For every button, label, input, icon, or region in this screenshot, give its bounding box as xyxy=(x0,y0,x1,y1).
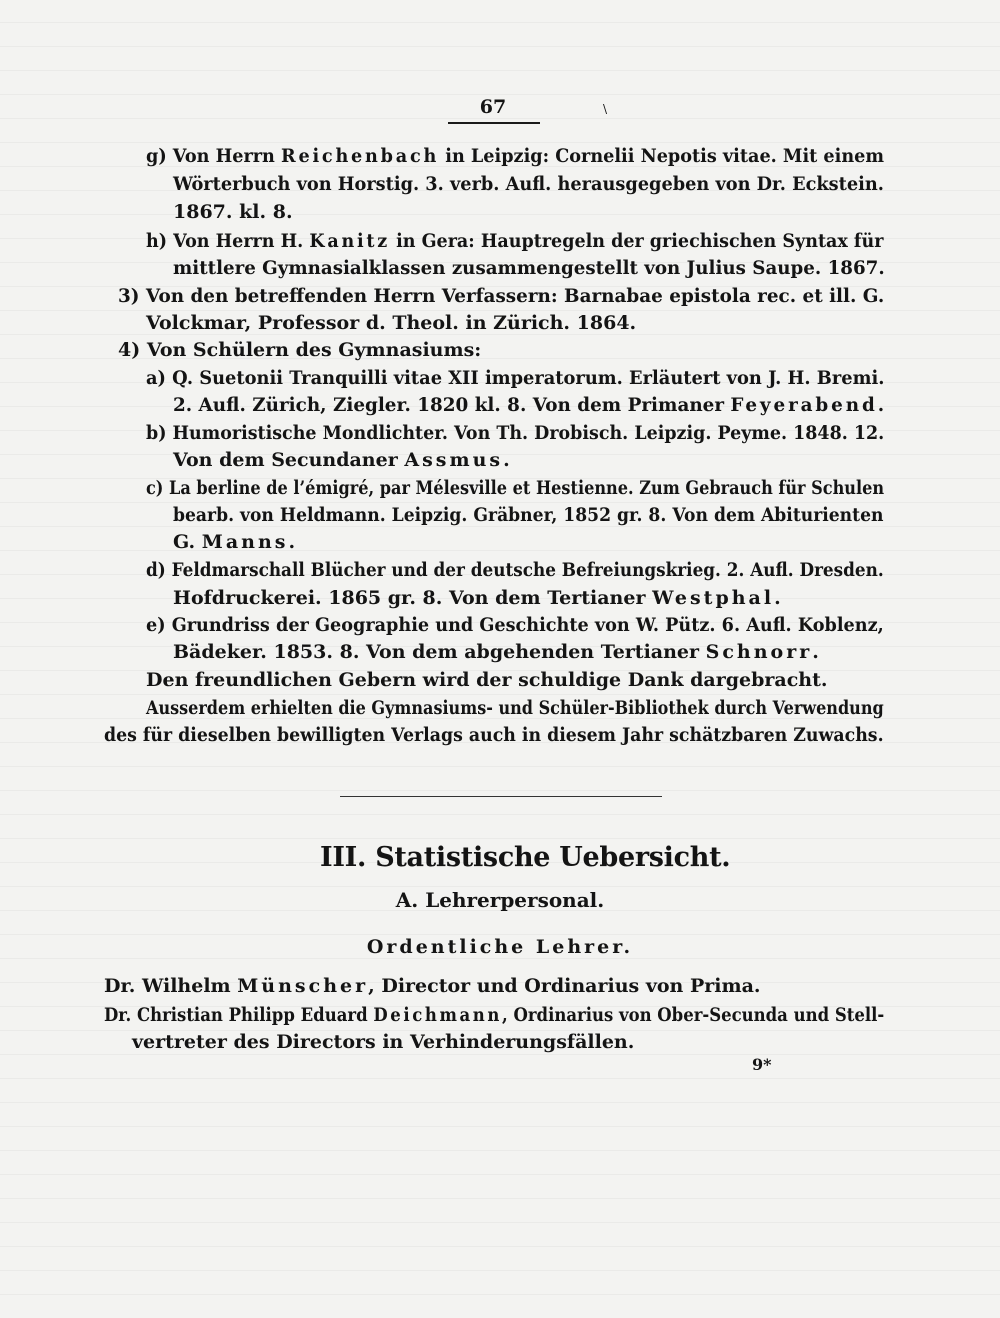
subsection-title: A. Lehrerpersonal. xyxy=(395,888,605,912)
gift-c-line3: G. Manns. xyxy=(173,531,296,553)
gift-d-line2: Hofdruckerei. 1865 gr. 8. Von dem Tertianer Westphal. xyxy=(173,587,781,609)
gift-c-line2: bearb. von Heldmann. Leipzig. Gräbner, 1852 gr. 8. Von dem Abiturienten xyxy=(173,504,884,526)
teacher-2-line2: vertreter des Directors in Verhinderungsfällen. xyxy=(132,1031,635,1053)
gift-3-line1: 3) Von den betreffenden Herrn Verfassern: Barnabae epistola rec. et ill. G. xyxy=(118,285,885,307)
gift-g-line1: g) Von Herrn Reichenbach in Leipzig: Cornelii Nepotis vitae. Mit einem xyxy=(146,145,885,167)
gift-b-line2: Von dem Secundaner Assmus. xyxy=(173,449,510,471)
gift-a-line1: a) Q. Suetonii Tranquilli vitae XII imperatorum. Erläutert von J. H. Bremi. xyxy=(146,367,885,389)
gift-g-line2: Wörterbuch von Horstig. 3. verb. Aufl. herausgegeben von Dr. Eckstein. xyxy=(173,173,884,195)
gift-c-line1: c) La berline de l’émigré, par Mélesville et Hestienne. Zum Gebrauch für Schulen xyxy=(146,477,885,499)
also-line1: Ausserdem erhielten die Gymnasiums- und Schüler-Bibliothek durch Verwendung xyxy=(146,697,884,719)
gift-a-line2: 2. Aufl. Zürich, Ziegler. 1820 kl. 8. Von dem Primaner Feyerabend. xyxy=(173,394,885,416)
gift-h-line2: mittlere Gymnasialklassen zusammengestellt von Julius Saupe. 1867. xyxy=(173,257,885,279)
gift-3-line2: Volckmar, Professor d. Theol. in Zürich. 1864. xyxy=(146,312,637,334)
gift-e-line2: Bädeker. 1853. 8. Von dem abgehenden Tertianer Schnorr. xyxy=(173,641,819,663)
teacher-1: Dr. Wilhelm Münscher, Director und Ordinarius von Prima. xyxy=(104,975,761,997)
category-heading: Ordentliche Lehrer. xyxy=(366,936,634,958)
gift-4-heading: 4) Von Schülern des Gymnasiums: xyxy=(118,339,482,361)
page-number: 67 xyxy=(479,96,507,118)
gift-e-line1: e) Grundriss der Geographie und Geschichte von W. Pütz. 6. Aufl. Koblenz, xyxy=(146,614,884,636)
teacher-2-line1: Dr. Christian Philipp Eduard Deichmann, Ordinarius von Ober-Secunda und Stell- xyxy=(104,1004,885,1026)
gift-d-line1: d) Feldmarschall Blücher und der deutsche Befreiungskrieg. 2. Aufl. Dresden. xyxy=(146,559,884,581)
also-line2: des für dieselben bewilligten Verlags auch in diesem Jahr schätzbaren Zuwachs. xyxy=(104,724,884,746)
page-number-rule xyxy=(448,122,540,124)
gift-h-line1: h) Von Herrn H. Kanitz in Gera: Hauptregeln der griechischen Syntax für xyxy=(146,230,884,252)
section-title: III. Statistische Uebersicht. xyxy=(320,842,731,873)
gift-g-line3: 1867. kl. 8. xyxy=(173,201,293,223)
gift-b-line1: b) Humoristische Mondlichter. Von Th. Drobisch. Leipzig. Peyme. 1848. 12. xyxy=(146,422,885,444)
stray-mark: \ xyxy=(603,102,608,116)
thanks-line: Den freundlichen Gebern wird der schuldige Dank dargebracht. xyxy=(146,669,828,691)
signature-mark: 9* xyxy=(752,1055,772,1074)
section-divider xyxy=(340,796,662,797)
